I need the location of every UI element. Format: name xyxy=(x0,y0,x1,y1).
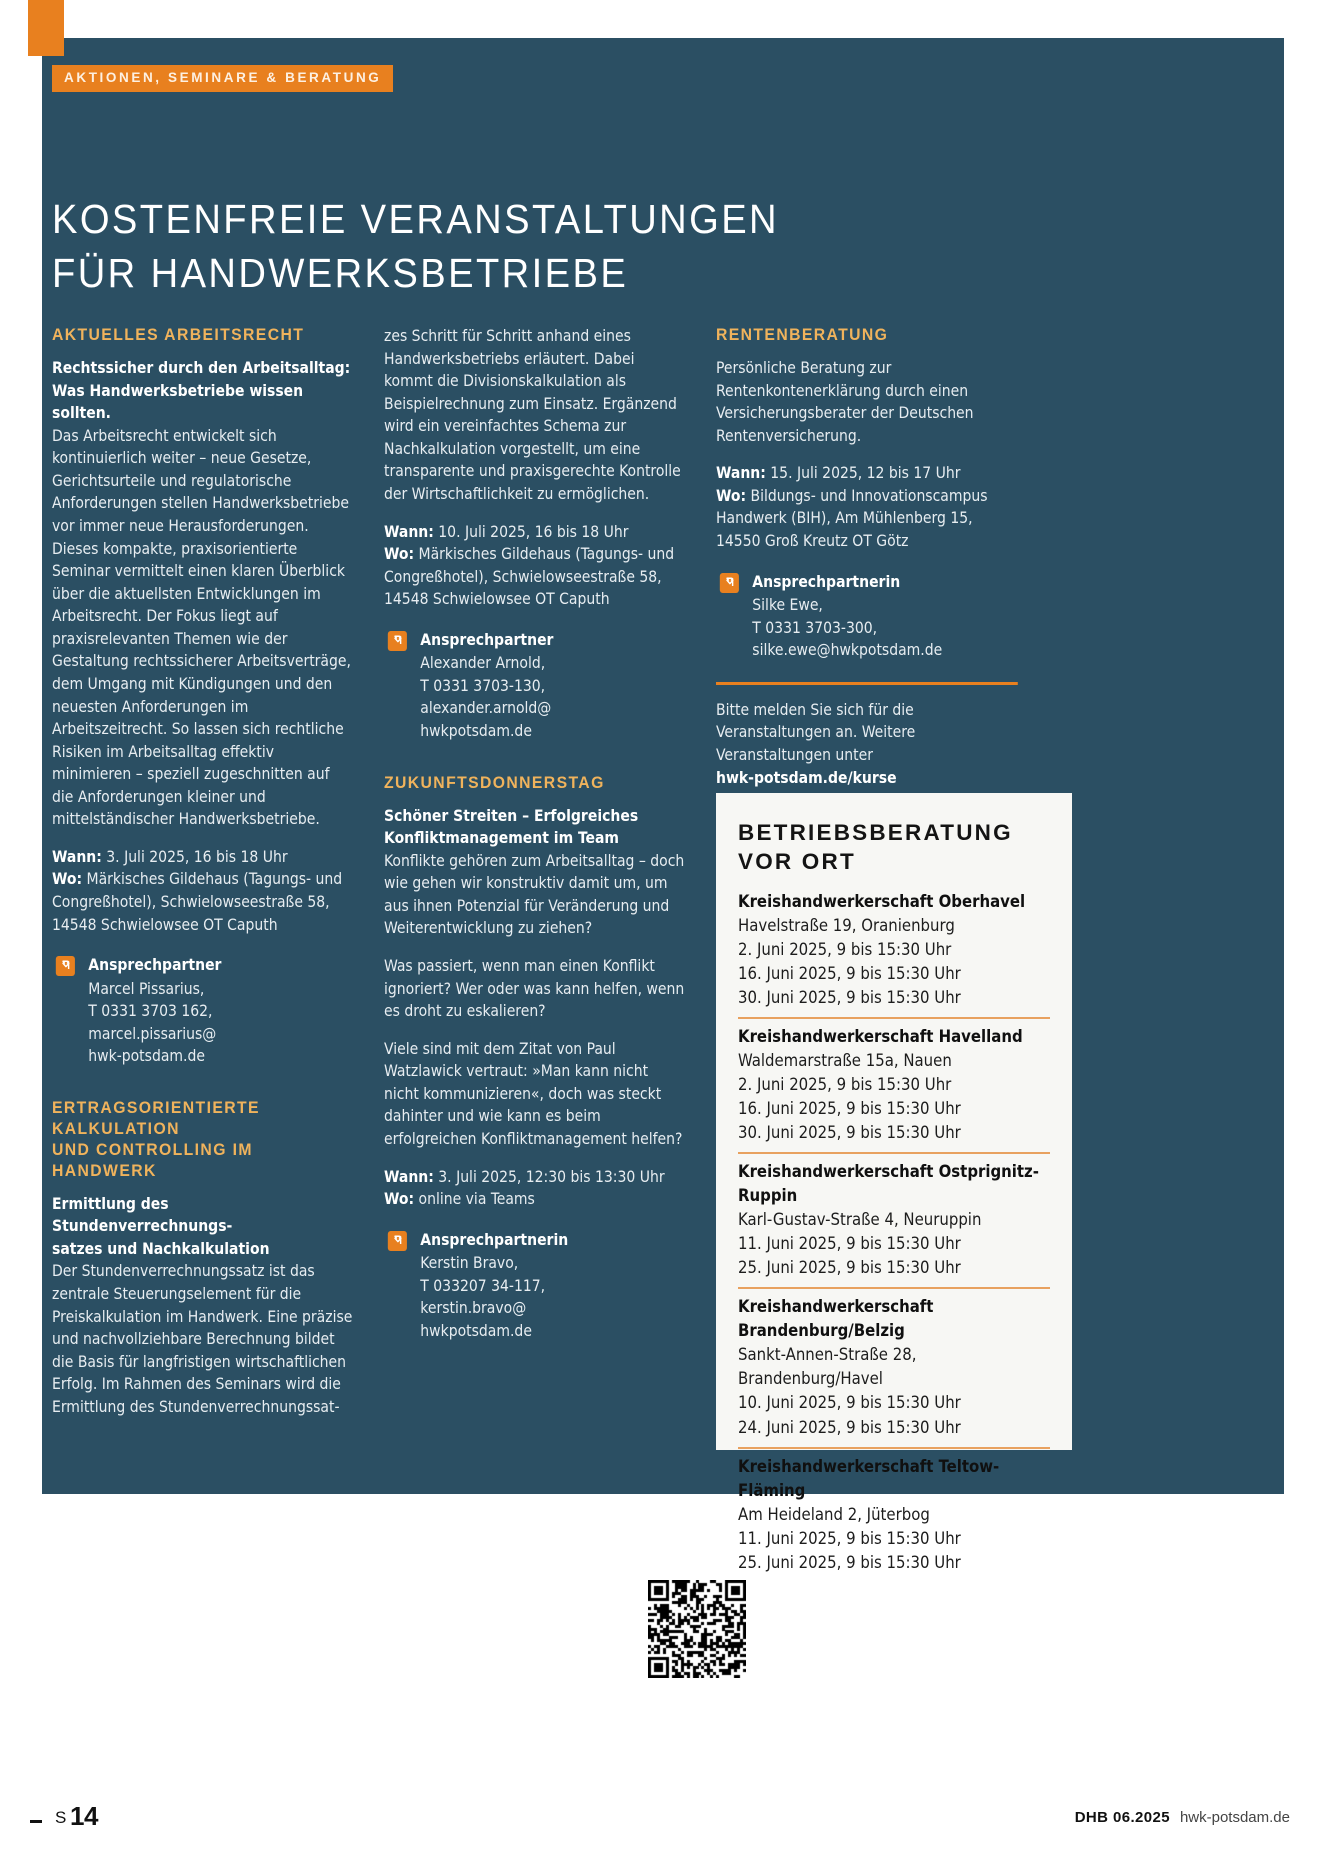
page-title-line-2: FÜR HANDWERKSBETRIEBE xyxy=(52,250,629,297)
betriebsberatung-title-line-2: VOR ORT xyxy=(738,848,856,874)
wo-value: online via Teams xyxy=(418,1189,535,1209)
lead3-line-1: Schöner Streiten – Erfolgreiches xyxy=(384,805,639,825)
footer-dash xyxy=(30,1820,42,1823)
footer-page-number: 14 xyxy=(70,1801,98,1831)
arrow-bullet-icon xyxy=(388,1231,407,1251)
betriebsberatung-group-date: 30. Juni 2025, 9 bis 15:30 Uhr xyxy=(738,1123,961,1143)
arrow-bullet-icon xyxy=(388,631,407,651)
wo-label: Wo: xyxy=(716,485,747,505)
contact-phone: T 0331 3703-130, xyxy=(420,675,546,695)
betriebsberatung-group-date: 25. Juni 2025, 9 bis 15:30 Uhr xyxy=(738,1258,961,1278)
lead-line-2: Was Handwerksbetriebe wissen sollten. xyxy=(52,380,304,423)
contact-block-silke xyxy=(716,571,1018,662)
betriebsberatung-group-date: 2. Juni 2025, 9 bis 15:30 Uhr xyxy=(738,1074,952,1094)
betriebsberatung-group-name: Kreishandwerkerschaft Havelland xyxy=(738,1026,1023,1046)
column-3 xyxy=(716,325,1018,789)
lead-line-1: Rechtssicher durch den Arbeitsalltag: xyxy=(52,358,351,378)
page-title-line-1: KOSTENFREIE VERANSTALTUNGEN xyxy=(52,196,780,242)
heading-ertragsorientierte-kalkulation xyxy=(52,1098,354,1182)
contact-role: Ansprechpartner xyxy=(420,629,554,649)
event-details-2 xyxy=(384,521,686,611)
wann-label: Wann: xyxy=(384,521,434,541)
qr-code[interactable] xyxy=(641,1573,753,1685)
betriebsberatung-group xyxy=(738,890,1050,1010)
heading-aktuelles-arbeitsrecht: AKTUELLES ARBEITSRECHT xyxy=(52,326,305,344)
contact-email-part-2: hwkpotsdam.de xyxy=(420,721,532,740)
contact-block-kerstin xyxy=(384,1229,686,1343)
contact-name: Marcel Pissarius, xyxy=(88,978,205,998)
outro-text xyxy=(716,699,1018,789)
outro-sentence: Bitte melden Sie sich für die Veranstaltungen an. Weitere Veranstaltungen unter xyxy=(716,699,916,764)
contact-email: silke.ewe@hwkpotsdam.de xyxy=(752,640,943,660)
betriebsberatung-box xyxy=(716,793,1072,1572)
lead3-line-2: Konfliktmanagement im Team xyxy=(384,828,620,848)
heading-rentenberatung: RENTENBERATUNG xyxy=(716,326,889,344)
footer-website: hwk-potsdam.de xyxy=(1179,1809,1290,1826)
betriebsberatung-group-name: Kreishandwerkerschaft Ostprignitz-Ruppin xyxy=(738,1162,1039,1206)
betriebsberatung-group-address: Sankt-Annen-Straße 28, Brandenburg/Havel xyxy=(738,1345,917,1389)
lead2-line-2: satzes und Nachkalkulation xyxy=(52,1238,270,1258)
wo-value: Märkisches Gildehaus (Tagungs- und Congreßhotel), Schwielowseestraße 58, 14548 Schwielowsee OT Caputh xyxy=(384,544,675,609)
contact-email-part-2: hwkpotsdam.de xyxy=(420,1320,532,1340)
betriebsberatung-group-date: 16. Juni 2025, 9 bis 15:30 Uhr xyxy=(738,963,961,983)
footer-page-prefix: S xyxy=(55,1808,67,1827)
section-kicker-badge: AKTIONEN, SEMINARE & BERATUNG xyxy=(52,65,393,92)
body-konflikt-1: Konflikte gehören zum Arbeitsalltag – doch wie gehen wir konstruktiv damit um, um aus ihnen Potenzial für Veränderung und Weiterentwicklung zu ziehen? xyxy=(384,850,685,938)
contact-phone: T 0331 3703 162, xyxy=(88,1001,213,1021)
contact-block-alexander xyxy=(384,629,686,743)
contact-role: Ansprechpartner xyxy=(88,955,222,975)
betriebsberatung-group-name: Kreishandwerkerschaft Brandenburg/Belzig xyxy=(738,1297,934,1341)
wo-label: Wo: xyxy=(384,544,415,564)
arrow-bullet-icon xyxy=(720,573,739,593)
event-details-4 xyxy=(716,462,1018,552)
heading-line-1: ERTRAGSORIENTIERTE xyxy=(52,1098,260,1117)
body-konflikt-3: Viele sind mit dem Zitat von Paul Watzlawick vertraut: »Man kann nicht nicht kommunizieren«, doch was steckt dahinter und wie kann es beim erfolgreichen Konfliktmanagement helfen? xyxy=(384,1038,683,1148)
betriebsberatung-group-date: 30. Juni 2025, 9 bis 15:30 Uhr xyxy=(738,987,961,1007)
wo-value: Märkisches Gildehaus (Tagungs- und Congreßhotel), Schwielowseestraße 58, 14548 Schwielowsee OT Caputh xyxy=(52,869,343,934)
divider-orange xyxy=(716,682,1018,685)
wann-label: Wann: xyxy=(716,463,766,483)
wann-value: 15. Juli 2025, 12 bis 17 Uhr xyxy=(770,463,961,483)
betriebsberatung-group-name: Kreishandwerkerschaft Oberhavel xyxy=(738,891,1026,911)
column-2 xyxy=(384,325,686,1342)
arrow-bullet-icon xyxy=(56,956,75,976)
contact-name: Silke Ewe, xyxy=(752,595,823,615)
body-kalkulation-continued: zes Schritt für Schritt anhand eines Handwerksbetriebs erläutert. Dabei kommt die Divisionskalkulation als Beispielrechnung zum Einsatz. Ergänzend wird ein vereinfachtes Schema zur Nachkalkulation vorgestellt, um eine transparente und praxisgerechte Kontrolle der Wirtschaftlichkeit zu ermöglichen. xyxy=(384,326,681,503)
betriebsberatung-title-line-1: BETRIEBSBERATUNG xyxy=(738,820,1013,845)
body-rentenberatung: Persönliche Beratung zur Rentenkontenerklärung durch einen Versicherungsberater der Deutschen Rentenversicherung. xyxy=(716,358,974,445)
betriebsberatung-group xyxy=(738,1447,1050,1575)
outro-link[interactable]: hwk-potsdam.de/kurse xyxy=(716,767,897,787)
contact-phone: T 0331 3703-300, xyxy=(752,617,878,637)
betriebsberatung-group-date: 24. Juni 2025, 9 bis 15:30 Uhr xyxy=(738,1417,961,1437)
wann-value: 10. Juli 2025, 16 bis 18 Uhr xyxy=(438,521,629,541)
body-kalkulation: Der Stundenverrechnungssatz ist das zentrale Steuerungselement für die Preiskalkulation im Handwerk. Eine präzise und nachvollziehbare Berechnung bildet die Basis für langfristigen wirtschaftlichen Erfolg. Im Rahmen des Seminars wird die Ermittlung des Stundenverrechnungssat- xyxy=(52,1261,353,1416)
betriebsberatung-group-address: Am Heideland 2, Jüterbog xyxy=(738,1504,930,1524)
wo-value: Bildungs- und Innovationscampus Handwerk (BIH), Am Mühlenberg 15, 14550 Groß Kreutz OT Götz xyxy=(716,485,988,551)
betriebsberatung-group xyxy=(738,1287,1050,1439)
wann-value: 3. Juli 2025, 16 bis 18 Uhr xyxy=(106,846,288,866)
event-details-1 xyxy=(52,846,354,936)
betriebsberatung-group-address: Karl-Gustav-Straße 4, Neuruppin xyxy=(738,1210,982,1230)
betriebsberatung-group xyxy=(738,1152,1050,1280)
column-1 xyxy=(52,325,354,1418)
betriebsberatung-group-date: 10. Juni 2025, 9 bis 15:30 Uhr xyxy=(738,1393,961,1413)
contact-block-marcel xyxy=(52,954,354,1068)
betriebsberatung-group-date: 11. Juni 2025, 9 bis 15:30 Uhr xyxy=(738,1528,961,1548)
betriebsberatung-group-address: Waldemarstraße 15a, Nauen xyxy=(738,1050,952,1070)
betriebsberatung-group-name: Kreishandwerkerschaft Teltow-Fläming xyxy=(738,1456,1000,1500)
event-details-3 xyxy=(384,1166,686,1211)
heading-line-2: KALKULATION xyxy=(52,1119,180,1138)
contact-role: Ansprechpartnerin xyxy=(420,1229,569,1249)
heading-line-3: UND CONTROLLING IM xyxy=(52,1140,253,1159)
heading-line-4: HANDWERK xyxy=(52,1161,157,1180)
body-arbeitsrecht: Das Arbeitsrecht entwickelt sich kontinuierlich weiter – neue Gesetze, Gerichtsurteile und regulatorische Anforderungen stellen Handwerksbetriebe vor immer neue Herausforderungen. Dieses kompakte, praxisorientierte Seminar vermittelt einen klaren Überblick über die aktuellsten Entwicklungen im Arbeitsrecht. Der Fokus liegt auf praxisrelevanten Themen wie der Gestaltung rechtssicherer Arbeitsverträge, dem Umgang mit Kündigungen und den neuesten Anforderungen im Arbeitszeitrecht. So lassen sich rechtliche Risiken im Arbeitsalltag effektiv minimieren – speziell zugeschnitten auf die Anforderungen kleiner und mittelständischer Handwerksbetriebe. xyxy=(52,425,351,829)
betriebsberatung-group-date: 11. Juni 2025, 9 bis 15:30 Uhr xyxy=(738,1234,961,1254)
contact-phone: T 033207 34-117, xyxy=(420,1275,546,1295)
contact-email-part-1: alexander.arnold@ xyxy=(420,698,552,718)
contact-role: Ansprechpartnerin xyxy=(752,571,901,591)
betriebsberatung-group-address: Havelstraße 19, Oranienburg xyxy=(738,915,955,935)
betriebsberatung-group-date: 25. Juni 2025, 9 bis 15:30 Uhr xyxy=(738,1552,961,1572)
contact-email-part-1: marcel.pissarius@ xyxy=(88,1023,217,1043)
heading-zukunftsdonnerstag: ZUKUNFTSDONNERSTAG xyxy=(384,773,605,792)
wo-label: Wo: xyxy=(384,1189,415,1209)
betriebsberatung-group-date: 2. Juni 2025, 9 bis 15:30 Uhr xyxy=(738,939,952,959)
contact-name: Alexander Arnold, xyxy=(420,653,546,673)
betriebsberatung-title xyxy=(738,819,1050,877)
footer-issue: DHB 06.2025 xyxy=(1074,1809,1170,1826)
wann-value: 3. Juli 2025, 12:30 bis 13:30 Uhr xyxy=(438,1166,665,1186)
betriebsberatung-group xyxy=(738,1017,1050,1145)
betriebsberatung-group-list xyxy=(738,890,1050,1575)
betriebsberatung-group-date: 16. Juni 2025, 9 bis 15:30 Uhr xyxy=(738,1098,961,1118)
lead2-line-1: Ermittlung des Stundenverrechnungs- xyxy=(52,1193,233,1236)
corner-accent-tab xyxy=(28,0,64,56)
page-title xyxy=(52,192,982,300)
wann-label: Wann: xyxy=(384,1166,434,1186)
body-konflikt-2: Was passiert, wenn man einen Konflikt ignoriert? Wer oder was kann helfen, wenn es droht zu eskalieren? xyxy=(384,956,685,1021)
contact-email-part-1: kerstin.bravo@ xyxy=(420,1298,527,1318)
contact-name: Kerstin Bravo, xyxy=(420,1253,519,1273)
wann-label: Wann: xyxy=(52,846,102,866)
page-footer xyxy=(0,1782,1326,1875)
contact-email-part-2: hwk-potsdam.de xyxy=(88,1046,205,1066)
wo-label: Wo: xyxy=(52,869,83,889)
